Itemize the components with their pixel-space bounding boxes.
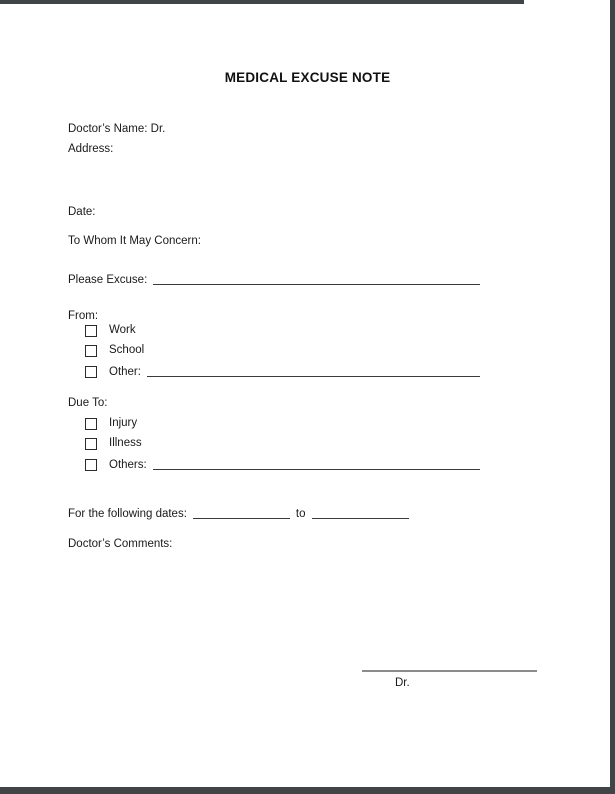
due-to-option-injury bbox=[85, 417, 137, 430]
signature-line[interactable] bbox=[362, 670, 537, 672]
other-checkbox[interactable] bbox=[85, 366, 97, 378]
date-from-blank-line[interactable] bbox=[193, 508, 290, 519]
others-checkbox-label: Others: bbox=[109, 459, 147, 471]
doctor-comments-line bbox=[68, 538, 172, 551]
scan-edge-top bbox=[0, 0, 524, 4]
doctor-name-label: Doctor’s Name: Dr. bbox=[68, 123, 166, 135]
dates-label: For the following dates: bbox=[68, 508, 187, 520]
other-checkbox-label: Other: bbox=[109, 366, 141, 378]
due-to-option-others bbox=[85, 457, 480, 472]
due-to-section-heading bbox=[68, 397, 107, 410]
signature-doctor-label: Dr. bbox=[395, 677, 410, 689]
injury-checkbox-label: Injury bbox=[109, 417, 138, 429]
from-option-school bbox=[85, 344, 144, 357]
page-title: MEDICAL EXCUSE NOTE bbox=[224, 70, 391, 85]
address-line bbox=[68, 143, 113, 156]
date-line bbox=[68, 206, 96, 219]
dates-line bbox=[68, 506, 415, 521]
other-blank-line[interactable] bbox=[147, 366, 480, 377]
injury-checkbox[interactable] bbox=[85, 418, 97, 430]
doctor-comments-label: Doctor’s Comments: bbox=[68, 538, 173, 550]
from-option-work bbox=[85, 324, 136, 337]
work-checkbox[interactable] bbox=[85, 325, 97, 337]
others-checkbox[interactable] bbox=[85, 459, 97, 471]
date-to-blank-line[interactable] bbox=[312, 508, 409, 519]
illness-checkbox[interactable] bbox=[85, 438, 97, 450]
scan-edge-right bbox=[610, 0, 615, 794]
from-section-heading bbox=[68, 310, 98, 323]
scan-edge-bottom bbox=[0, 787, 615, 794]
salutation-line bbox=[68, 235, 201, 248]
others-blank-line[interactable] bbox=[153, 459, 480, 470]
dates-connector: to bbox=[295, 508, 306, 520]
please-excuse-line bbox=[68, 272, 480, 287]
please-excuse-blank-line[interactable] bbox=[153, 274, 480, 285]
due-to-label: Due To: bbox=[68, 397, 108, 409]
work-checkbox-label: Work bbox=[109, 324, 136, 336]
date-label: Date: bbox=[68, 206, 96, 218]
from-option-other bbox=[85, 364, 480, 379]
from-label: From: bbox=[68, 310, 99, 322]
address-label: Address: bbox=[68, 143, 114, 155]
doctor-name-line bbox=[68, 123, 165, 136]
school-checkbox[interactable] bbox=[85, 345, 97, 357]
due-to-option-illness bbox=[85, 437, 142, 450]
please-excuse-label: Please Excuse: bbox=[68, 274, 148, 286]
salutation-label: To Whom It May Concern: bbox=[68, 235, 201, 247]
illness-checkbox-label: Illness bbox=[109, 437, 142, 449]
school-checkbox-label: School bbox=[109, 344, 145, 356]
